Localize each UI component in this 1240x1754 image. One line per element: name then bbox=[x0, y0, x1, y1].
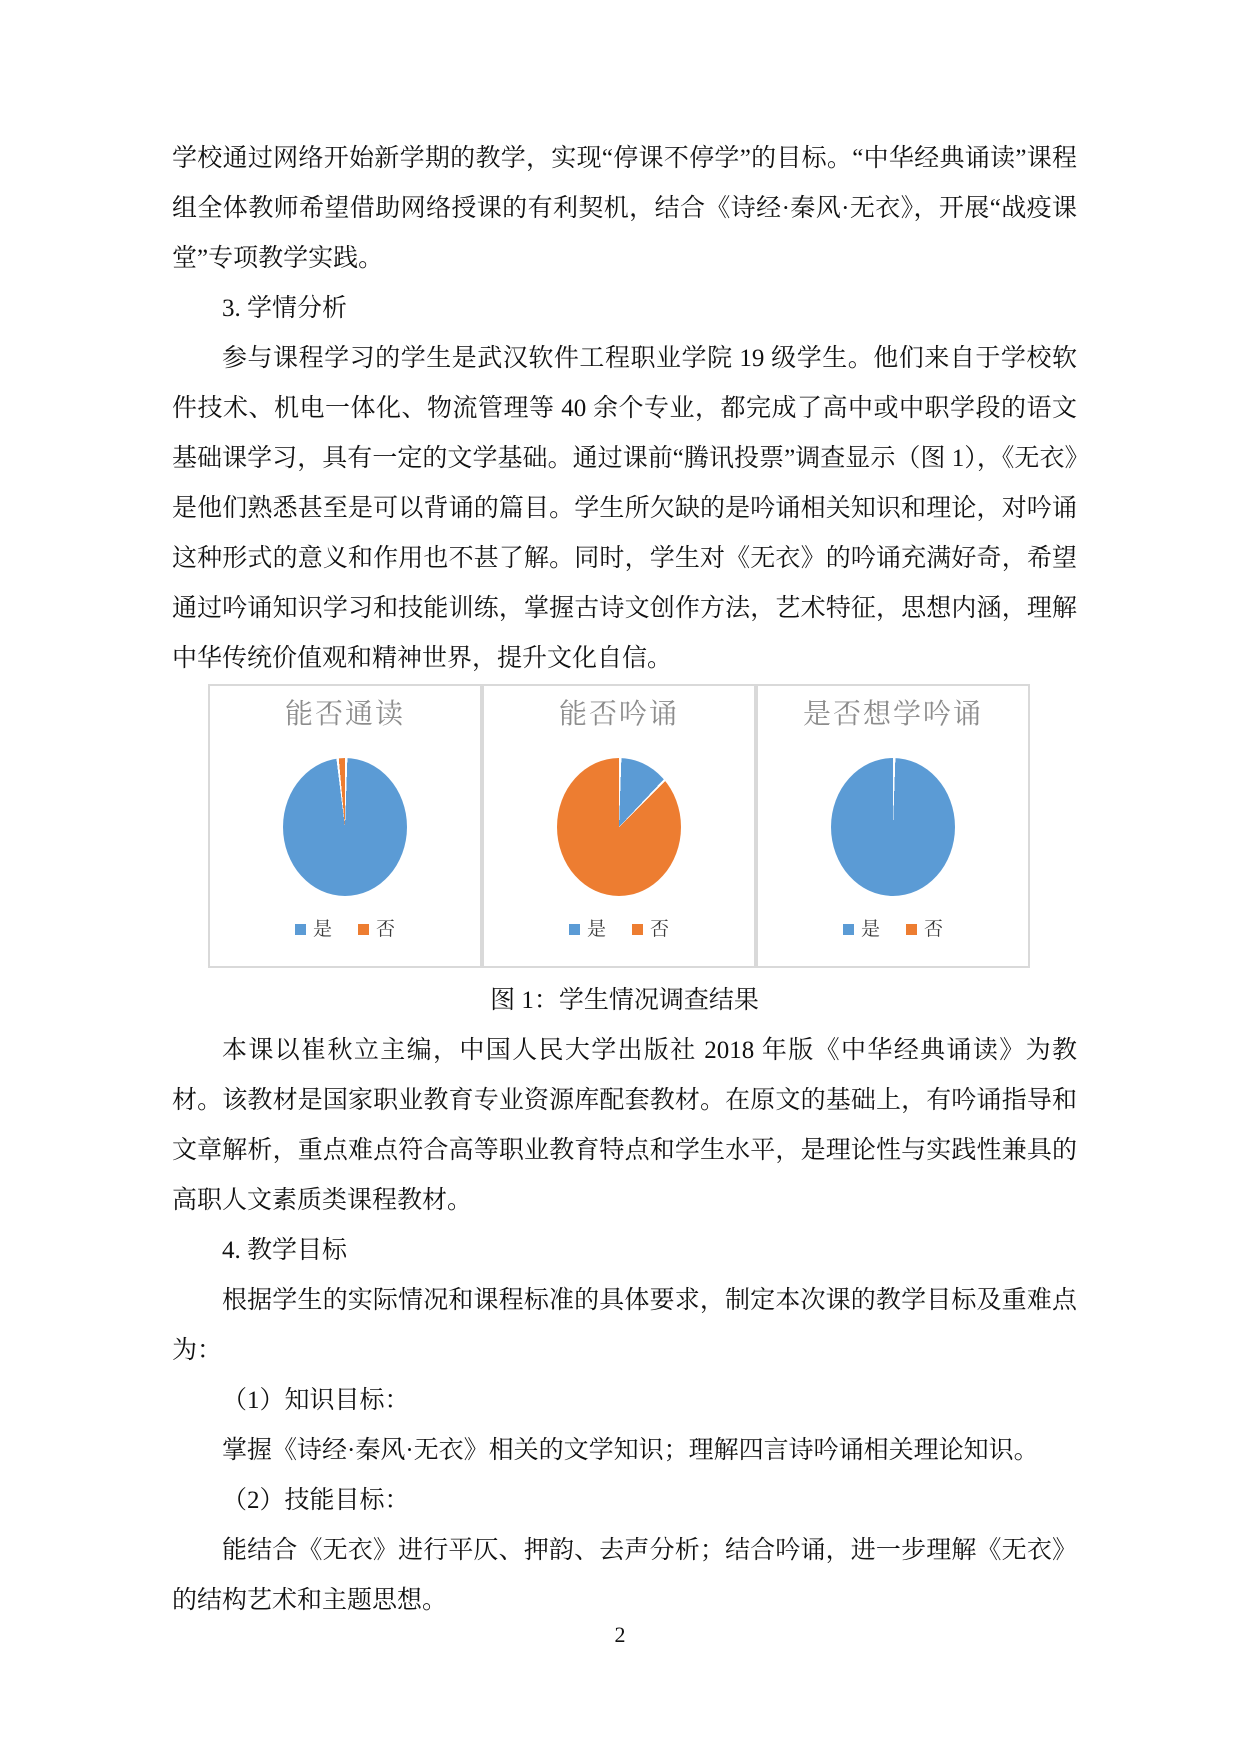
paragraph-knowledge-goal-label: （1）知识目标： bbox=[222, 1387, 410, 1414]
legend-label-no: 否 bbox=[924, 919, 944, 940]
paragraph-objectives-intro: 根据学生的实际情况和课程标准的具体要求，制定本次课的教学目标及重难点为： bbox=[172, 1287, 1077, 1364]
paragraph-intro: 学校通过网络开始新学期的教学，实现“停课不停学”的目标。“中华经典诵读”课程组全体教师希望借助网络授课的有利契机，结合《诗经·秦风·无衣》，开展“战疫课堂”专项教学实践。 bbox=[172, 145, 1077, 272]
section-heading-3: 3. 学情分析 bbox=[222, 295, 348, 322]
legend-label-yes: 是 bbox=[860, 919, 880, 940]
chart-legend bbox=[569, 920, 669, 939]
legend-swatch-yes bbox=[843, 924, 854, 935]
chart-title: 能否通读 bbox=[284, 699, 405, 730]
legend-item-no bbox=[632, 920, 669, 939]
chart-legend bbox=[295, 920, 395, 939]
legend-swatch-yes bbox=[295, 924, 306, 935]
paragraph-student-analysis: 参与课程学习的学生是武汉软件工程职业学院 19 级学生。他们来自于学校软件技术、机电一体化、物流管理等 40 余个专业，都完成了高中或中职学段的语文基础课学习，具有一定的文学基础。通过课前“腾讯投票”调查显示（图 1），《无衣》是他们熟悉甚至是可以背诵的篇目。学生所欠缺的是吟诵相关知识和理论，对吟诵这种形式的意义和作用也不甚了解。同时，学生对《无衣》的吟诵充满好奇，希望通过吟诵知识学习和技能训练，掌握古诗文创作方法，艺术特征，思想内涵，理解中华传统价值观和精神世界，提升文化自信。 bbox=[172, 345, 1077, 672]
legend-item-no bbox=[358, 920, 395, 939]
pie-chart-can-read bbox=[283, 758, 407, 896]
legend-item-no bbox=[906, 920, 943, 939]
legend-swatch-no bbox=[632, 924, 643, 935]
legend-item-yes bbox=[295, 920, 332, 939]
legend-label-yes: 是 bbox=[586, 919, 606, 940]
section-heading-4: 4. 教学目标 bbox=[222, 1237, 348, 1264]
legend-swatch-no bbox=[358, 924, 369, 935]
pie-chart-can-chant bbox=[557, 758, 681, 896]
legend-label-no: 否 bbox=[376, 919, 396, 940]
legend-label-no: 否 bbox=[650, 919, 670, 940]
figure-student-survey bbox=[208, 684, 1030, 968]
paragraph-textbook: 本课以崔秋立主编，中国人民大学出版社 2018 年版《中华经典诵读》为教材。该教材是国家职业教育专业资源库配套教材。在原文的基础上，有吟诵指导和文章解析，重点难点符合高等职业教育特点和学生水平，是理论性与实践性兼具的高职人文素质类课程教材。 bbox=[172, 1037, 1077, 1214]
document-content bbox=[172, 134, 1077, 1626]
legend-item-yes bbox=[569, 920, 606, 939]
pie-chart-want-learn bbox=[831, 758, 955, 896]
pie-chart-panel-want-learn bbox=[756, 684, 1030, 968]
figure-caption: 图 1：学生情况调查结果 bbox=[490, 987, 759, 1014]
chart-legend bbox=[843, 920, 943, 939]
pie-chart-panel-can-read bbox=[208, 684, 482, 968]
chart-title: 能否吟诵 bbox=[558, 699, 679, 730]
paragraph-skill-goal-label: （2）技能目标： bbox=[222, 1487, 410, 1514]
page-number: 2 bbox=[614, 1622, 626, 1647]
legend-label-yes: 是 bbox=[312, 919, 332, 940]
paragraph-knowledge-goal-body: 掌握《诗经·秦风·无衣》相关的文学知识；理解四言诗吟诵相关理论知识。 bbox=[222, 1437, 1039, 1464]
legend-swatch-yes bbox=[569, 924, 580, 935]
legend-item-yes bbox=[843, 920, 880, 939]
paragraph-skill-goal-body: 能结合《无衣》进行平仄、押韵、去声分析；结合吟诵，进一步理解《无衣》的结构艺术和主题思想。 bbox=[172, 1537, 1077, 1614]
legend-swatch-no bbox=[906, 924, 917, 935]
chart-title: 是否想学吟诵 bbox=[802, 699, 983, 730]
pie-chart-panel-can-chant bbox=[482, 684, 756, 968]
